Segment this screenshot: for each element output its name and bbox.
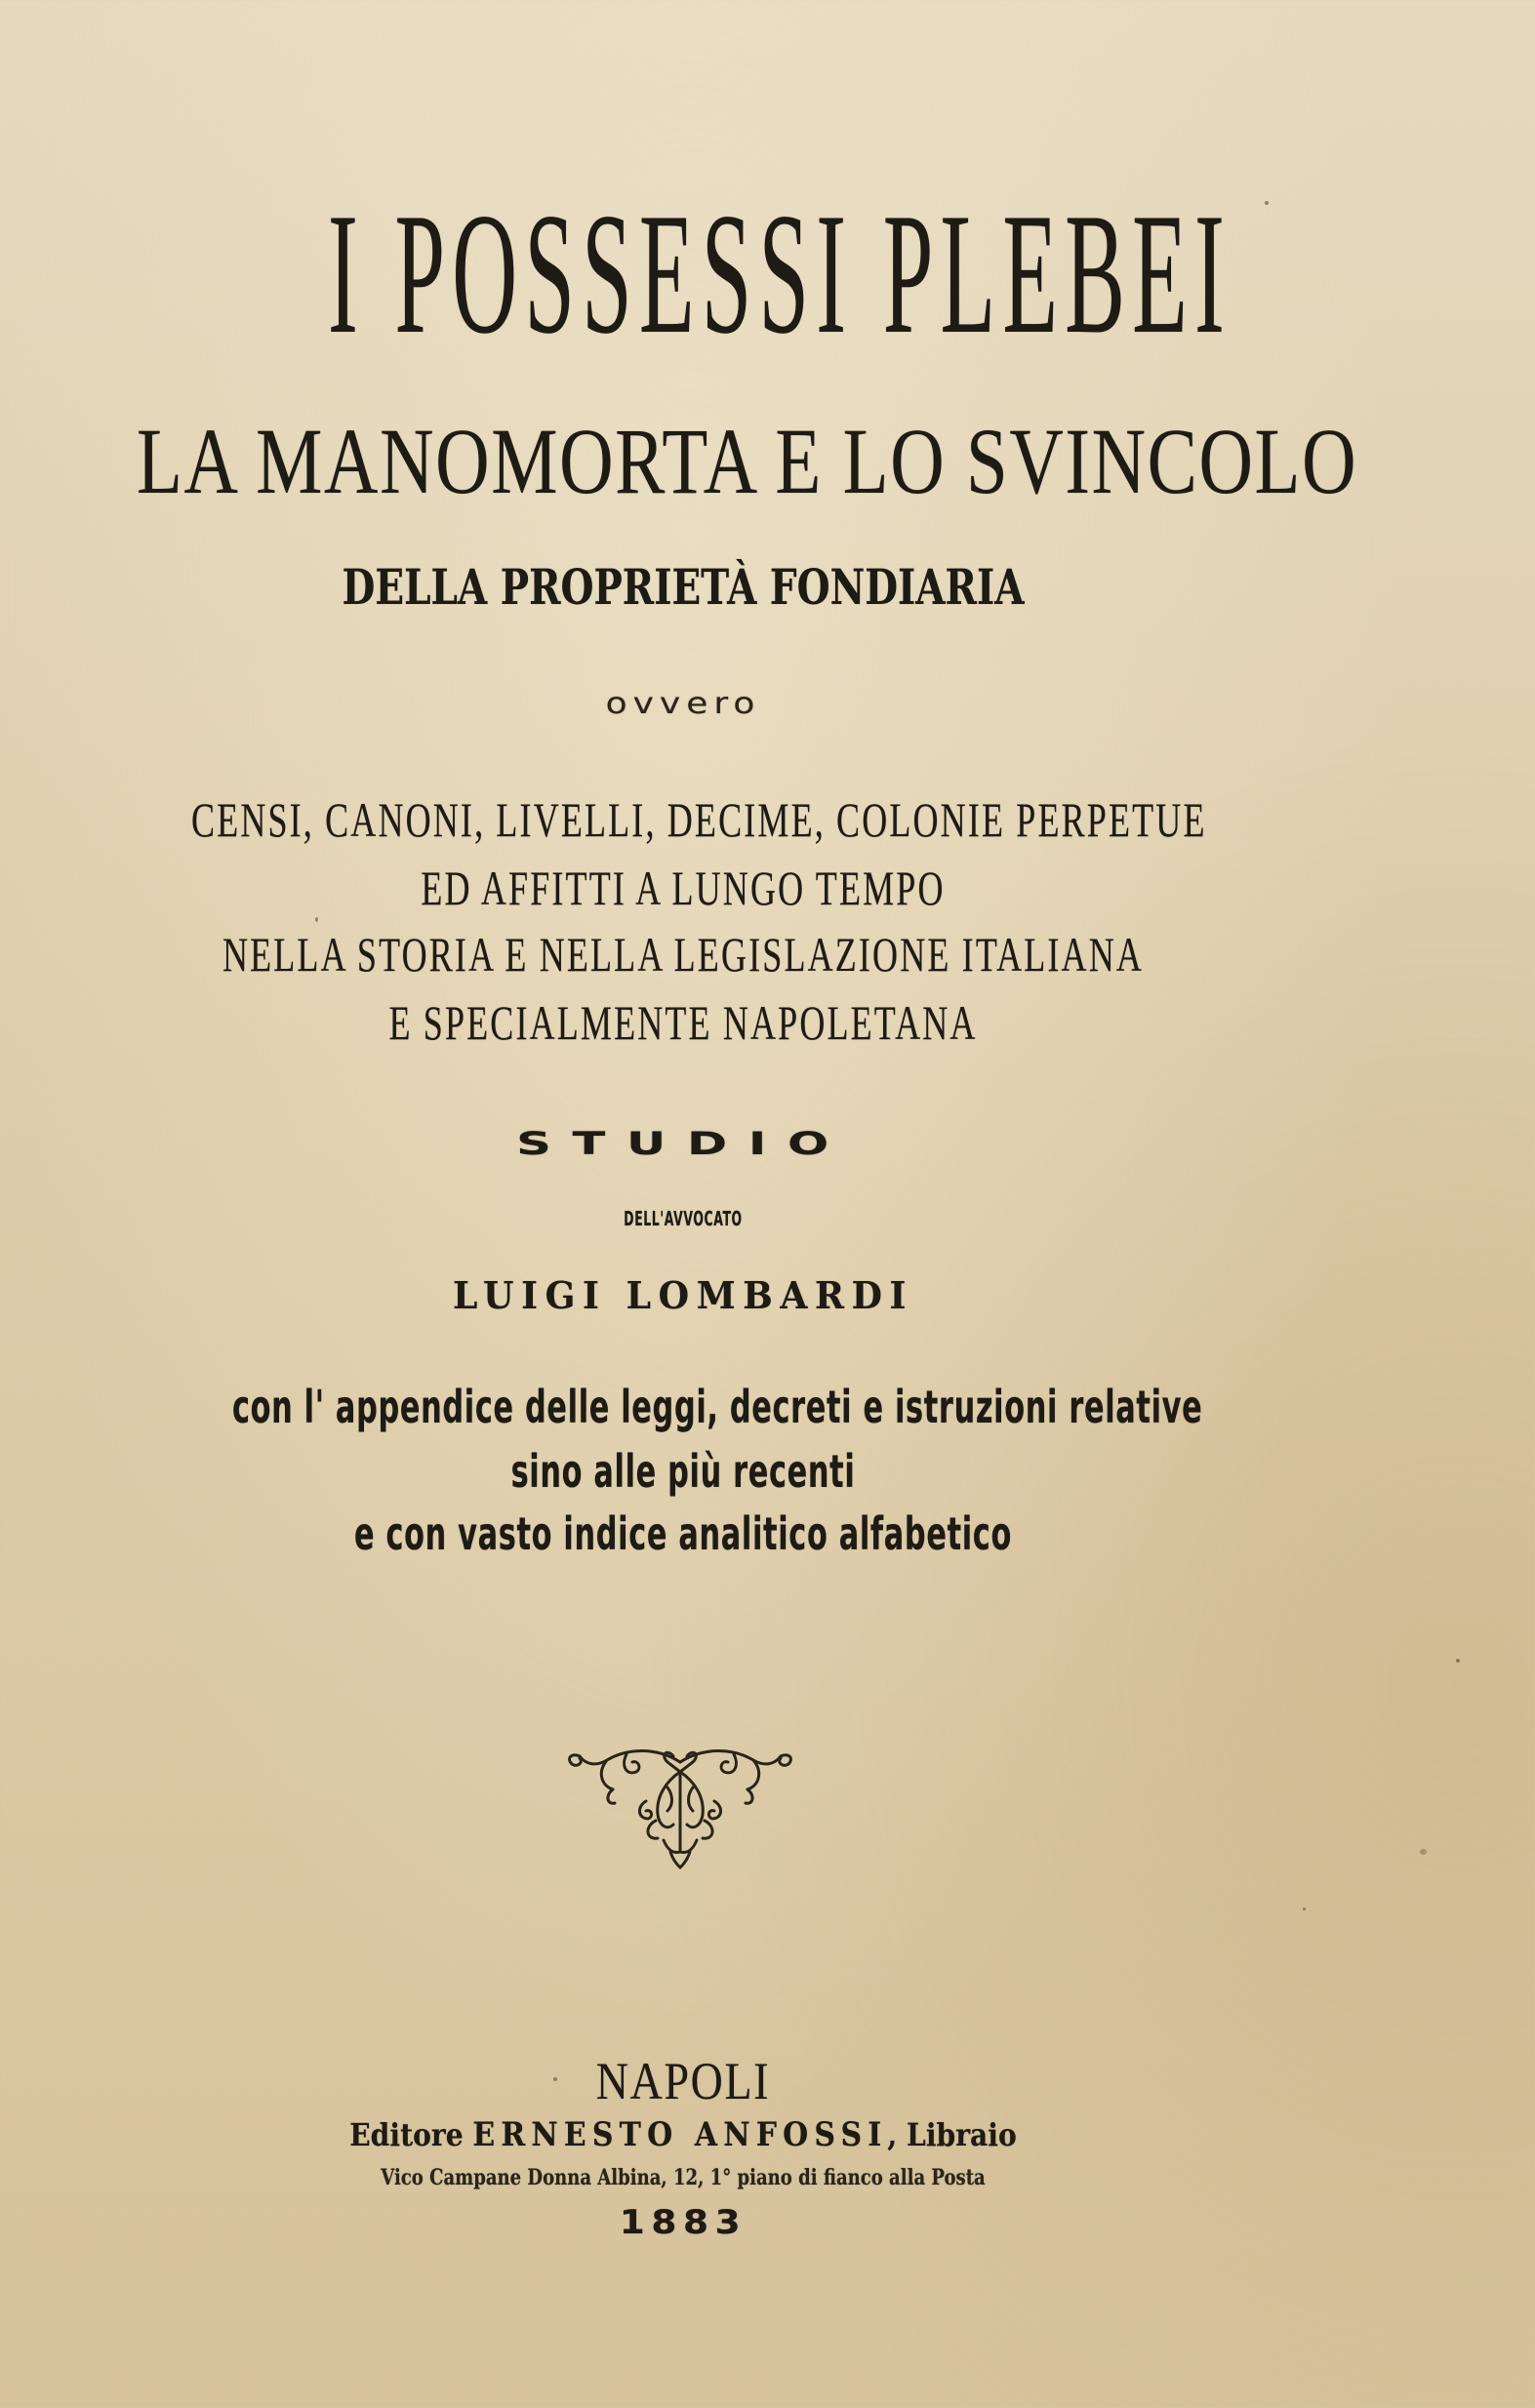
description-line: ED AFFITTI A LUNGO TEMPO	[421, 861, 946, 915]
description-line: CENSI, CANONI, LIVELLI, DECIME, COLONIE PERPETUE	[190, 792, 1207, 847]
imprint-publisher	[82, 2117, 1284, 2152]
appendix-line: con l' appendice delle leggi, decreti e istruzioni relative	[231, 1381, 1203, 1433]
appendix-line: sino alle più recenti	[510, 1445, 856, 1498]
publisher-name: ERNESTO ANFOSSI	[472, 2115, 888, 2154]
imprint-address: Vico Campane Donna Albina, 12, 1° piano di fianco alla Posta	[381, 2165, 986, 2190]
appendix-line: e con vasto indice analitico alfabetico	[354, 1507, 1012, 1560]
work-type: STUDIO	[516, 1125, 850, 1162]
author-prefix: DELL'AVVOCATO	[624, 1207, 743, 1230]
paper-speck	[1265, 201, 1269, 205]
book-subtitle-line-1: LA MANOMORTA E LO SVINCOLO	[137, 409, 1358, 513]
book-subtitle-line-2: DELLA PROPRIETÀ FONDIARIA	[342, 558, 1025, 616]
publisher-suffix: , Libraio	[887, 2116, 1017, 2153]
imprint-city: NAPOLI	[595, 2052, 771, 2110]
publisher-prefix: Editore	[349, 2116, 464, 2153]
description-line: E SPECIALMENTE NAPOLETANA	[388, 995, 978, 1050]
paper-speck	[315, 917, 318, 922]
paper-speck	[1420, 1849, 1427, 1855]
book-title: I POSSESSI PLEBEI	[328, 177, 1232, 370]
floral-ornament-icon	[558, 1743, 802, 1871]
description-line: NELLA STORIA E NELLA LEGISLAZIONE ITALIANA	[222, 927, 1145, 982]
author-name: LUIGI LOMBARDI	[453, 1273, 913, 1317]
paper-speck	[1456, 1659, 1460, 1663]
paper-speck	[1303, 1907, 1306, 1910]
paper-speck	[553, 2077, 557, 2081]
connector-text: ovvero	[605, 687, 761, 721]
imprint-year: 1883	[619, 2203, 747, 2242]
